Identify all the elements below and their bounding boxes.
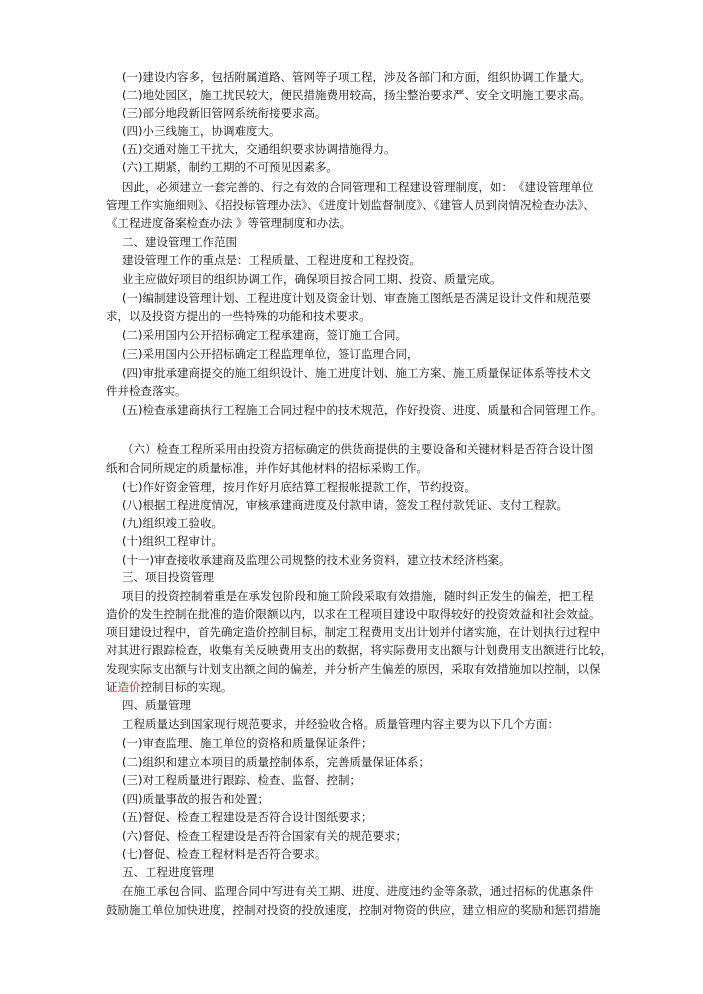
section-heading: 二、建设管理工作范围 <box>122 235 237 249</box>
paragraph-line: (八)根据工程进度情况，审核承建商进度及付款申请，签发工程付款凭证、支付工程款。 <box>122 498 568 512</box>
paragraph-line: (三)采用国内公开招标确定工程监理单位，签订监理合同， <box>122 347 419 361</box>
paragraph-line: (一)审查监理、施工单位的资格和质量保证条件； <box>122 736 373 750</box>
paragraph-line: (一)建设内容多，包括附属道路、管网等子项工程，涉及各部门和方面，组织协调工作量大。 <box>122 70 591 84</box>
paragraph-line: (一)编制建设管理计划、工程进度计划及资金计划、审查施工图纸是否满足设计文件和规范要 <box>122 291 591 305</box>
paragraph-line: (四)小三线施工，协调难度大。 <box>122 124 281 138</box>
paragraph-line: 项目的投资控制着重是在承发包阶段和施工阶段采取有效措施，随时纠正发生的偏差，把工程 <box>122 589 594 603</box>
paragraph-line: (五)督促、检查工程建设是否符合设计图纸要求； <box>122 810 373 824</box>
paragraph-line: 发现实际支出额与计划支出额之间的偏差，并分析产生偏差的原因，采取有效措施加以控制，以保 <box>106 662 601 676</box>
paragraph-line: (三)对工程质量进行跟踪、检查、监督、控制； <box>122 773 361 787</box>
paragraph-line <box>106 679 626 695</box>
paragraph-line: (二)组织和建立本项目的质量控制体系，完善质量保证体系； <box>122 755 430 769</box>
paragraph-line: (二)地处园区，施工扰民较大，便民措施费用较高，扬尘整治要求严、安全文明施工要求高。 <box>122 88 591 102</box>
paragraph-line: (七)作好资金管理，按月作好月底结算工程报帐提款工作，节约投资。 <box>122 480 476 494</box>
paragraph-line: 鼓励施工单位加快进度，控制对投资的投放速度，控制对物资的供应，建立相应的奖励和惩罚措施 <box>106 903 601 917</box>
highlighted-text: 造价 <box>117 680 141 694</box>
paragraph-line: 《工程进度备案检查办法 》等管理制度和办法。 <box>106 216 352 230</box>
paragraph-line: (四)质量事故的报告和处置； <box>122 792 269 806</box>
paragraph-line: (五)交通对施工干扰大，交通组织要求协调措施得力。 <box>122 142 396 156</box>
paragraph-line: 纸和合同所规定的质量标准，并作好其他材料的招标采购工作。 <box>106 461 428 475</box>
section-heading: 四、质量管理 <box>122 698 191 712</box>
paragraph-line: 对其进行跟踪检查，收集有关反映费用支出的数据，将实际费用支出额与计划费用支出额进行比较， <box>106 643 612 657</box>
paragraph-line: 工程质量达到国家现行规范要求，并经验收合格。质量管理内容主要为以下几个方面： <box>122 717 559 731</box>
paragraph-line: 业主应做好项目的组织协调工作，确保项目按合同工期、投资、质量完成。 <box>122 272 502 286</box>
paragraph-line: (六)工期紧，制约工期的不可预见因素多。 <box>122 160 338 174</box>
paragraph-line: (十一)审查接收承建商及监理公司规整的技术业务资料，建立技术经济档案。 <box>122 553 511 567</box>
paragraph-line: (四)审批承建商提交的施工组织设计、施工进度计划、施工方案、施工质量保证体系等技术文 <box>122 366 591 380</box>
paragraph-line: 件并检查落实。 <box>106 384 187 398</box>
text-run: 控制目标的实现。 <box>140 680 233 694</box>
paragraph-line: 造价的发生控制在批准的造价限额以内，以求在工程项目建设中取得较好的投资效益和社会效益。 <box>106 607 601 621</box>
text-run: 证 <box>106 680 118 694</box>
section-heading: 五、工程进度管理 <box>122 865 214 879</box>
paragraph-line: 因此，必须建立一套完善的、行之有效的合同管理和工程建设管理制度，如： 《建设管理单位 <box>122 180 594 194</box>
paragraph-line: 建设管理工作的重点是：工程质量、工程进度和工程投资。 <box>122 253 421 267</box>
paragraph-line: （六）检查工程所采用由投资方招标确定的供货商提供的主要设备和关键材料是否符合设计图 <box>122 442 594 456</box>
paragraph-line: (九)组织竣工验收。 <box>122 516 223 530</box>
paragraph-line: (二)采用国内公开招标确定工程承建商，签订施工合同。 <box>122 328 407 342</box>
paragraph-line: 项目建设过程中，首先确定造价控制目标，制定工程费用支出计划并付诸实施，在计划执行过程中 <box>106 625 601 639</box>
paragraph-line: (三)部分地段新旧管网系统衔接要求高。 <box>122 106 327 120</box>
paragraph-line: (六)督促、检查工程建设是否符合国家有关的规范要求； <box>122 829 407 843</box>
paragraph-line: 管理工作实施细则》、《招投标管理办法》、《进度计划监督制度》、《建管人员到岗情况检查办法》、 <box>106 198 595 212</box>
section-heading: 三、项目投资管理 <box>122 570 214 584</box>
paragraph-line: (五)检查承建商执行工程施工合同过程中的技术规范，作好投资、进度、质量和合同管理工作。 <box>122 403 603 417</box>
paragraph-line: 在施工承包合同、监理合同中写进有关工期、进度、进度违约金等条款，通过招标的优惠条件 <box>122 884 594 898</box>
paragraph-line: (七)督促、检查工程材料是否符合要求。 <box>122 847 327 861</box>
paragraph-line: (十)组织工程审计。 <box>122 534 223 548</box>
paragraph-line: 求，以及投资方提出的一些特殊的功能和技术要求。 <box>106 309 371 323</box>
